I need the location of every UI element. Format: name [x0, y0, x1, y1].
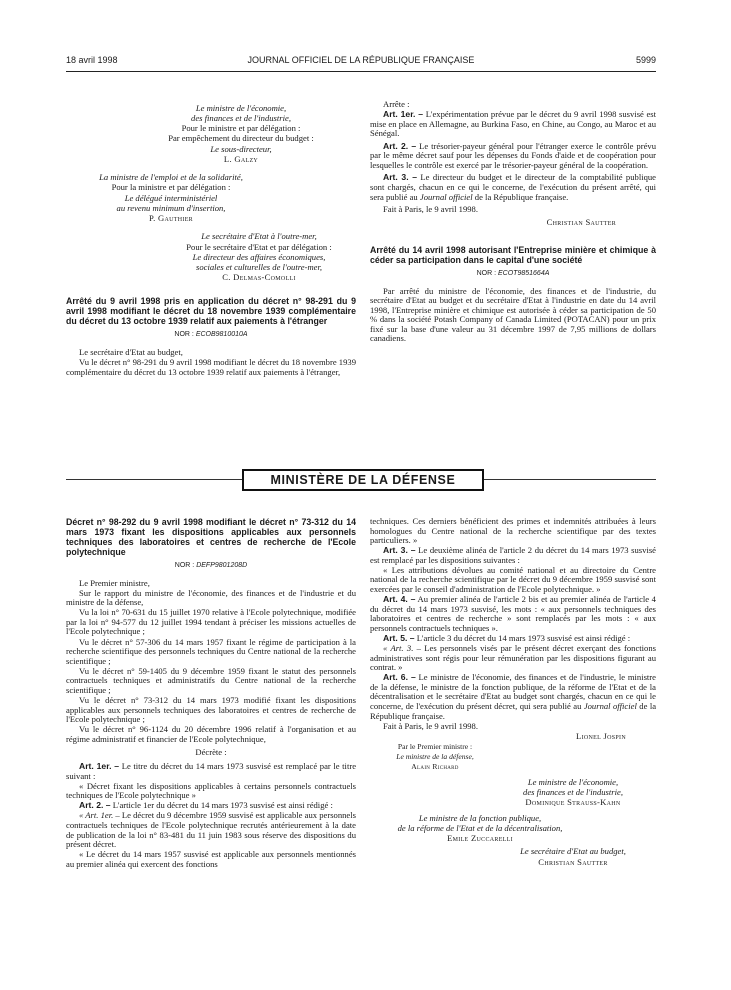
fait-a-paris: Fait à Paris, le 9 avril 1998.: [383, 720, 478, 731]
sig-line: Le directeur des affaires économiques,: [192, 251, 326, 262]
nor-label: NOR :: [174, 562, 195, 569]
fait-a-paris: Fait à Paris, le 9 avril 1998.: [383, 204, 478, 215]
article-1: Art. 1er. – Le titre du décret du 14 mars 1973 susvisé est remplacé par le titre suivant :: [66, 760, 357, 781]
article-1: Art. 1er. – L'expérimentation prévue par le décret du 9 avril 1998 susvisé est mise en place en Allemagne, au Burkina Faso, en Chine, au Congo, au Maroc et au Sénégal.: [370, 109, 657, 139]
paragraph: Le Premier ministre,: [79, 577, 150, 588]
signature-block-outremer: [66, 232, 356, 282]
arrete-label: Arrête :: [383, 99, 410, 109]
nor-code: DEFP9801208D: [196, 562, 248, 569]
nor-code: ECOT9851664A: [498, 270, 550, 278]
section-rule-right: [484, 479, 656, 480]
paragraph: Vu la loi n° 70-631 du 15 juillet 1970 relative à l'Ecole polytechnique, modifiée par la loi n° 94-577 du 12 juillet 1994 tendant à préciser les missions actuelles de l'Ecole polytechnique ;: [66, 607, 356, 637]
section-rule-left: [66, 479, 242, 480]
column-1: [66, 104, 356, 378]
countersignatures: [370, 742, 656, 867]
paragraph: Sur le rapport du ministre de l'économie, des finances et de l'industrie et du ministre de la défense,: [66, 587, 356, 608]
decrete-label: Décrète :: [195, 747, 227, 758]
signer-name: Christian Sautter: [546, 216, 616, 227]
nor-reference: [66, 330, 356, 340]
paragraph: Vu le décret n° 57-306 du 14 mars 1957 fixant le régime de participation à la recherche scientifique des personnels techniques du Centre national de la recherche scientifique ;: [66, 636, 356, 666]
article-2: Art. 2. – Le trésorier-payeur général pour l'étranger exerce le contrôle prévu par le même décret sauf pour les dépenses du Fonds d'aide et de coopération pour lesquelles le contrôle est exercé par le trésorier-payeur général de la coopération.: [370, 140, 656, 170]
sig-line: La ministre de l'emploi et de la solidarité,: [99, 172, 243, 183]
sig-line: au revenu minimum d'insertion,: [116, 202, 226, 213]
quote: « Art. 3. – Les personnels visés par le présent décret exerçant des fonctions administratives sont régis pour leur rémunération par les dispositions figurant au contrat. »: [370, 643, 656, 673]
sig-name: P. Gauthier: [149, 212, 193, 223]
header-date: 18 avril 1998: [66, 55, 118, 65]
sig-name: L. Galzy: [223, 153, 259, 164]
quote: « Art. 1er. – Le décret du 9 décembre 1959 susvisé est applicable aux personnels contractuels techniques de l'Ecole polytechnique recrutés antérieurement à la date de publication de la loi n° 83-481 du 11 juin 1983 sous réserve des dispositions du présent décret.: [66, 810, 356, 850]
article-3: Art. 3. – Le deuxième alinéa de l'article 2 du décret du 14 mars 1973 susvisé est remplacé par les dispositions suivantes :: [370, 545, 656, 565]
sig-line: sociales et culturelles de l'outre-mer,: [195, 261, 323, 272]
paragraph: Par arrêté du ministre de l'économie, des finances et de l'industrie, du secrétaire d'Etat au budget et du secrétaire d'Etat à l'industrie en date du 14 avril 1998, l'Entreprise minière et chimique est autorisée à céder sa participation de 50 % dans la société Potash Company of Canada Limited (POTACAN) pour un prix fixé sur la base d'une valeur au 31 décembre 1997 de 7,95 millions de dollars canadiens.: [370, 285, 656, 344]
signature-block-economy: [66, 104, 356, 164]
paragraph: techniques. Ces derniers bénéficient des primes et indemnités attribuées à leurs homologues du Centre national de la recherche scientifique par des textes particuliers. »: [370, 516, 656, 546]
quote: « Décret fixant les dispositions applicables à certains personnels contractuels techniques de l'Ecole polytechnique »: [66, 780, 356, 801]
paragraph: Le secrétaire d'Etat au budget,: [79, 347, 183, 358]
article-3: Art. 3. – Le directeur du budget et le directeur de la comptabilité publique sont chargés, chacun en ce qui le concerne, de l'exécution du présent arrêté, qui sera publié au Journal officiel de la République française.: [370, 172, 656, 202]
nor-label: NOR :: [476, 270, 497, 278]
article-6: Art. 6. – Le ministre de l'économie, des finances et de l'industrie, le ministre de la défense, le ministre de la fonction publique, de la réforme de l'Etat et de la décentralisation et le secrétaire d'Etat au budget sont chargés, chacun en ce qui le concerne, de l'exécution du présent décret, qui sera publié au Journal officiel de la République française.: [370, 672, 657, 721]
sig-fonction-publique: Le ministre de la fonction publique, de la réforme de l'Etat et de la décentralisation, Emile Zuccarelli: [397, 812, 563, 843]
header-rule: [66, 71, 656, 72]
page-header: [66, 55, 656, 69]
sig-line: Le sous-directeur,: [210, 143, 272, 154]
sig-line: Le secrétaire d'Etat à l'outre-mer,: [201, 231, 317, 242]
header-title: JOURNAL OFFICIEL DE LA RÉPUBLIQUE FRANÇAISE: [247, 55, 475, 65]
column-3: [66, 517, 356, 870]
sig-line: Le ministre de l'économie,: [195, 103, 287, 113]
quote: « Le décret du 14 mars 1957 susvisé est applicable aux personnels mentionnés au premier alinéa qui exercent des fonctions: [66, 849, 356, 869]
sig-line: des finances et de l'industrie,: [191, 113, 291, 124]
header-page-number: 5999: [635, 55, 656, 65]
sig-economy: Le ministre de l'économie, des finances et de l'industrie, Dominique Strauss-Kahn: [523, 776, 623, 808]
decret-title: Décret n° 98-292 du 9 avril 1998 modifiant le décret n° 73-312 du 14 mars 1973 fixant les dispositions applicables aux personnels techniques des laboratoires et centres de recherche de l'Ecole polytechnique: [66, 517, 356, 557]
article-4: Art. 4. – Au premier alinéa de l'article 2 bis et au premier alinéa de l'article 4 du décret du 14 mars 1973 susvisé, les mots : « aux personnels techniques des laboratoires et centres de recherche » sont remplacés par les mots : « aux personnels contractuels techniques ».: [370, 594, 656, 633]
article-2: Art. 2. – L'article 1er du décret du 14 mars 1973 susvisé est ainsi rédigé :: [79, 800, 333, 811]
paragraph: Vu le décret n° 96-1124 du 20 décembre 1996 relatif à l'organisation et au régime administratif et financier de l'Ecole polytechnique,: [66, 724, 356, 744]
sig-name: C. Delmas-Comolli: [222, 271, 296, 282]
nor-code: ECOB9810010A: [195, 331, 248, 339]
nor-label: NOR :: [174, 331, 194, 339]
column-4: [370, 517, 656, 868]
ministry-heading: MINISTÈRE DE LA DÉFENSE: [242, 469, 484, 491]
paragraph: Vu le décret n° 59-1405 du 9 décembre 1959 fixant le statut des personnels contractuels techniques et administratifs du Centre national de la recherche scientifique ;: [66, 665, 356, 695]
nor-reference: [66, 561, 356, 571]
quote: « Les attributions dévolues au comité national et au directoire du Centre national de la recherche scientifique par le décret du 9 décembre 1959 susvisé sont exercées par le conseil d'administration de l'Ecole polytechnique. »: [370, 564, 656, 595]
sig-line: Le délégué interministériel: [124, 192, 218, 203]
arrete-title: Arrêté du 9 avril 1998 pris en application du décret n° 98-291 du 9 avril 1998 modifiant le décret du 18 novembre 1939 complémentaire du décret du 13 octobre 1939 relatif aux paiements à l'étranger: [66, 296, 356, 327]
signer-name: Lionel Jospin: [576, 730, 626, 741]
paragraph: Vu le décret n° 73-312 du 14 mars 1973 modifié fixant les dispositions applicables aux personnels techniques des laboratoires et centres de recherche de l'Ecole polytechnique ;: [66, 695, 356, 725]
sig-line: Pour le ministre et par délégation :: [181, 123, 301, 134]
arrete-title: Arrêté du 14 avril 1998 autorisant l'Entreprise minière et chimique à céder sa participation dans le capital d'une société: [370, 245, 656, 266]
sig-line: Par empêchement du directeur du budget :: [168, 133, 314, 144]
signature-block-employment: [66, 173, 276, 223]
paragraph: Vu le décret n° 98-291 du 9 avril 1998 modifiant le décret du 18 novembre 1939 complémentaire du décret du 13 octobre 1939 relatif aux paiements à l'étranger,: [66, 357, 356, 377]
nor-reference: [370, 269, 656, 279]
sig-line: Pour le secrétaire d'Etat et par délégation :: [186, 241, 332, 252]
sig-line: Pour la ministre et par délégation :: [111, 182, 231, 193]
column-2: [370, 100, 656, 345]
par-premier-ministre: Par le Premier ministre : Le ministre de la défense, Alain Richard: [396, 741, 474, 772]
sig-budget: Le secrétaire d'Etat au budget, Christian Sautter: [520, 846, 626, 867]
article-5: Art. 5. – L'article 3 du décret du 14 mars 1973 susvisé est ainsi rédigé :: [383, 632, 631, 643]
